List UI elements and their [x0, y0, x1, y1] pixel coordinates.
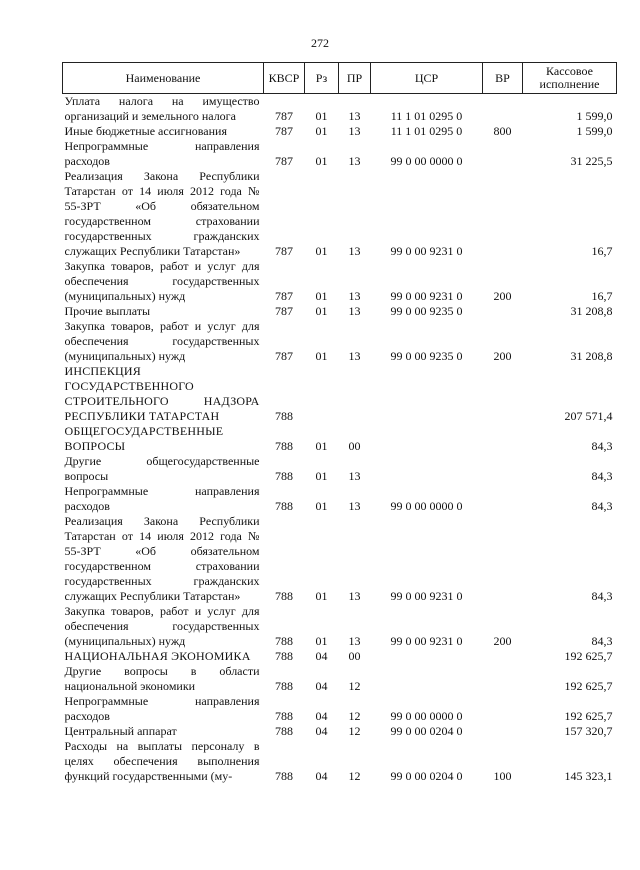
- cell-name: Закупка товаров, работ и услуг для обеспечения государственных (муниципальных) нужд: [64, 604, 260, 648]
- cell-vr: [483, 424, 523, 454]
- cell-pr: 00: [348, 439, 361, 453]
- cell-name: Закупка товаров, работ и услуг для обеспечения государственных (муниципальных) нужд: [64, 319, 260, 363]
- cell-rz: 01: [315, 469, 328, 483]
- table-row: [63, 604, 617, 649]
- cell-csr: 99 0 00 0000 0: [390, 709, 463, 723]
- header-rz: Рз: [305, 63, 339, 94]
- header-pr: ПР: [339, 63, 371, 94]
- cell-rz: 01: [315, 244, 328, 258]
- cell-kvsr: 788: [275, 469, 293, 483]
- table-header: [63, 63, 617, 94]
- cell-rz: 01: [315, 499, 328, 513]
- cell-vr: [483, 694, 523, 724]
- cell-vr: [483, 139, 523, 169]
- cell-sum: 192 625,7: [564, 679, 613, 693]
- cell-sum: 207 571,4: [564, 409, 613, 423]
- table-row: [63, 304, 617, 319]
- table-body: [63, 94, 617, 785]
- cell-csr: 11 1 01 0295 0: [390, 109, 463, 123]
- cell-name: Реализация Закона Республики Татарстан от 14 июля 2012 года № 55-ЗРТ «Об обязательном государственном страховании государственных гражданских служащих Республики Татарстан»: [64, 514, 260, 603]
- cell-sum: 157 320,7: [564, 724, 613, 738]
- cell-vr: [483, 364, 523, 424]
- cell-csr: [371, 649, 483, 664]
- cell-sum: 84,3: [591, 439, 613, 453]
- cell-csr: 99 0 00 0000 0: [390, 499, 463, 513]
- cell-kvsr: 788: [275, 439, 293, 453]
- cell-kvsr: 787: [275, 124, 293, 138]
- cell-csr: 99 0 00 9231 0: [390, 589, 463, 603]
- cell-csr: 99 0 00 0204 0: [390, 724, 463, 738]
- cell-name: Реализация Закона Республики Татарстан от 14 июля 2012 года № 55-ЗРТ «Об обязательном государственном страховании государственных гражданских служащих Республики Татарстан»: [64, 169, 260, 258]
- table-row: [63, 664, 617, 694]
- cell-rz: 01: [315, 634, 328, 648]
- table-row: [63, 649, 617, 664]
- cell-name: ИНСПЕКЦИЯ ГОСУДАРСТВЕННОГО СТРОИТЕЛЬНОГО НАДЗОРА РЕСПУБЛИКИ ТАТАРСТАН: [64, 364, 260, 423]
- cell-kvsr: 788: [275, 499, 293, 513]
- cell-vr: [483, 514, 523, 604]
- cell-csr: 99 0 00 9231 0: [390, 289, 463, 303]
- cell-kvsr: 788: [275, 409, 293, 423]
- cell-csr: 99 0 00 0000 0: [390, 154, 463, 168]
- cell-rz: 01: [315, 124, 328, 138]
- cell-pr: 12: [348, 769, 361, 783]
- cell-sum: 16,7: [591, 244, 613, 258]
- cell-rz: 01: [315, 109, 328, 123]
- cell-vr: 200: [493, 289, 512, 303]
- cell-name: НАЦИОНАЛЬНАЯ ЭКОНОМИКА: [64, 649, 251, 663]
- cell-sum: 16,7: [591, 289, 613, 303]
- cell-sum: 84,3: [591, 469, 613, 483]
- cell-vr: [483, 724, 523, 739]
- cell-rz: 01: [315, 589, 328, 603]
- cell-kvsr: 788: [275, 679, 293, 693]
- cell-vr: [483, 169, 523, 259]
- table-row: [63, 484, 617, 514]
- table-row: [63, 259, 617, 304]
- cell-sum: 192 625,7: [564, 649, 613, 663]
- cell-csr: 99 0 00 9235 0: [390, 304, 463, 318]
- cell-pr: 13: [348, 499, 361, 513]
- cell-vr: [483, 649, 523, 664]
- cell-csr: 99 0 00 9235 0: [390, 349, 463, 363]
- cell-kvsr: 787: [275, 244, 293, 258]
- cell-name: ОБЩЕГОСУДАРСТВЕННЫЕ ВОПРОСЫ: [64, 424, 224, 453]
- cell-vr: 200: [493, 349, 512, 363]
- cell-vr: [483, 454, 523, 484]
- cell-csr: [371, 424, 483, 454]
- cell-rz: 04: [315, 649, 328, 663]
- table-row: [63, 364, 617, 424]
- header-csr: ЦСР: [371, 63, 483, 94]
- budget-table: [62, 62, 617, 784]
- cell-rz: [305, 364, 339, 424]
- table-row: [63, 724, 617, 739]
- cell-pr: 12: [348, 679, 361, 693]
- cell-pr: [339, 364, 371, 424]
- header-vr: ВР: [483, 63, 523, 94]
- cell-csr: 99 0 00 9231 0: [390, 244, 463, 258]
- cell-kvsr: 788: [275, 634, 293, 648]
- cell-vr: [483, 664, 523, 694]
- table-row: [63, 124, 617, 139]
- cell-vr: 100: [493, 769, 512, 783]
- cell-kvsr: 788: [275, 649, 293, 663]
- cell-pr: 13: [348, 634, 361, 648]
- cell-rz: 04: [315, 679, 328, 693]
- page-number: 272: [311, 36, 329, 50]
- cell-vr: 800: [493, 124, 512, 138]
- cell-rz: 01: [315, 304, 328, 318]
- cell-name: Расходы на выплаты персоналу в целях обеспечения выполнения функций государственными (му-: [64, 739, 260, 783]
- cell-csr: [371, 664, 483, 694]
- cell-csr: [371, 454, 483, 484]
- cell-name: Другие общегосударственные вопросы: [64, 454, 260, 483]
- cell-kvsr: 788: [275, 769, 293, 783]
- cell-kvsr: 787: [275, 109, 293, 123]
- table-row: [63, 454, 617, 484]
- cell-pr: 12: [348, 724, 361, 738]
- cell-vr: [483, 94, 523, 125]
- cell-rz: 01: [315, 289, 328, 303]
- cell-rz: 01: [315, 349, 328, 363]
- cell-pr: 13: [348, 469, 361, 483]
- cell-kvsr: 787: [275, 289, 293, 303]
- cell-sum: 1 599,0: [576, 109, 613, 123]
- cell-pr: 13: [348, 589, 361, 603]
- cell-rz: 04: [315, 709, 328, 723]
- cell-name: Иные бюджетные ассигнования: [64, 124, 227, 138]
- cell-kvsr: 788: [275, 724, 293, 738]
- cell-sum: 192 625,7: [564, 709, 613, 723]
- cell-name: Другие вопросы в области национальной экономики: [64, 664, 260, 693]
- cell-name: Непрограммные направления расходов: [64, 139, 260, 168]
- cell-sum: 84,3: [591, 634, 613, 648]
- table-row: [63, 739, 617, 784]
- cell-pr: 12: [348, 709, 361, 723]
- table-row: [63, 319, 617, 364]
- cell-vr: 200: [493, 634, 512, 648]
- cell-sum: 145 323,1: [564, 769, 613, 783]
- cell-name: Уплата налога на имущество организаций и земельного налога: [64, 94, 260, 123]
- cell-kvsr: 788: [275, 709, 293, 723]
- header-name: Наименование: [63, 63, 264, 94]
- cell-sum: 84,3: [591, 589, 613, 603]
- cell-pr: 13: [348, 124, 361, 138]
- cell-csr: 11 1 01 0295 0: [390, 124, 463, 138]
- cell-csr: 99 0 00 9231 0: [390, 634, 463, 648]
- cell-vr: [483, 484, 523, 514]
- cell-name: Закупка товаров, работ и услуг для обеспечения государственных (муниципальных) нужд: [64, 259, 260, 303]
- cell-pr: 13: [348, 349, 361, 363]
- cell-csr: 99 0 00 0204 0: [390, 769, 463, 783]
- cell-name: Непрограммные направления расходов: [64, 484, 260, 513]
- cell-sum: 31 208,8: [570, 304, 613, 318]
- cell-kvsr: 787: [275, 304, 293, 318]
- cell-kvsr: 788: [275, 589, 293, 603]
- cell-sum: 84,3: [591, 499, 613, 513]
- cell-kvsr: 787: [275, 154, 293, 168]
- cell-pr: 13: [348, 154, 361, 168]
- cell-pr: 00: [348, 649, 361, 663]
- header-sum: Кассовое исполнение: [523, 63, 617, 94]
- cell-pr: 13: [348, 109, 361, 123]
- cell-name: Центральный аппарат: [64, 724, 177, 738]
- cell-rz: 01: [315, 154, 328, 168]
- cell-pr: 13: [348, 244, 361, 258]
- table-row: [63, 94, 617, 125]
- cell-rz: 01: [315, 439, 328, 453]
- table-row: [63, 694, 617, 724]
- cell-sum: 1 599,0: [576, 124, 613, 138]
- cell-rz: 04: [315, 724, 328, 738]
- cell-sum: 31 225,5: [570, 154, 613, 168]
- cell-name: Прочие выплаты: [64, 304, 151, 318]
- cell-kvsr: 787: [275, 349, 293, 363]
- cell-vr: [483, 304, 523, 319]
- table-row: [63, 139, 617, 169]
- cell-pr: 13: [348, 289, 361, 303]
- table-row: [63, 169, 617, 259]
- cell-sum: 31 208,8: [570, 349, 613, 363]
- cell-rz: 04: [315, 769, 328, 783]
- table-row: [63, 424, 617, 454]
- cell-pr: 13: [348, 304, 361, 318]
- cell-csr: [371, 364, 483, 424]
- cell-name: Непрограммные направления расходов: [64, 694, 260, 723]
- table-row: [63, 514, 617, 604]
- header-kvsr: КВСР: [264, 63, 305, 94]
